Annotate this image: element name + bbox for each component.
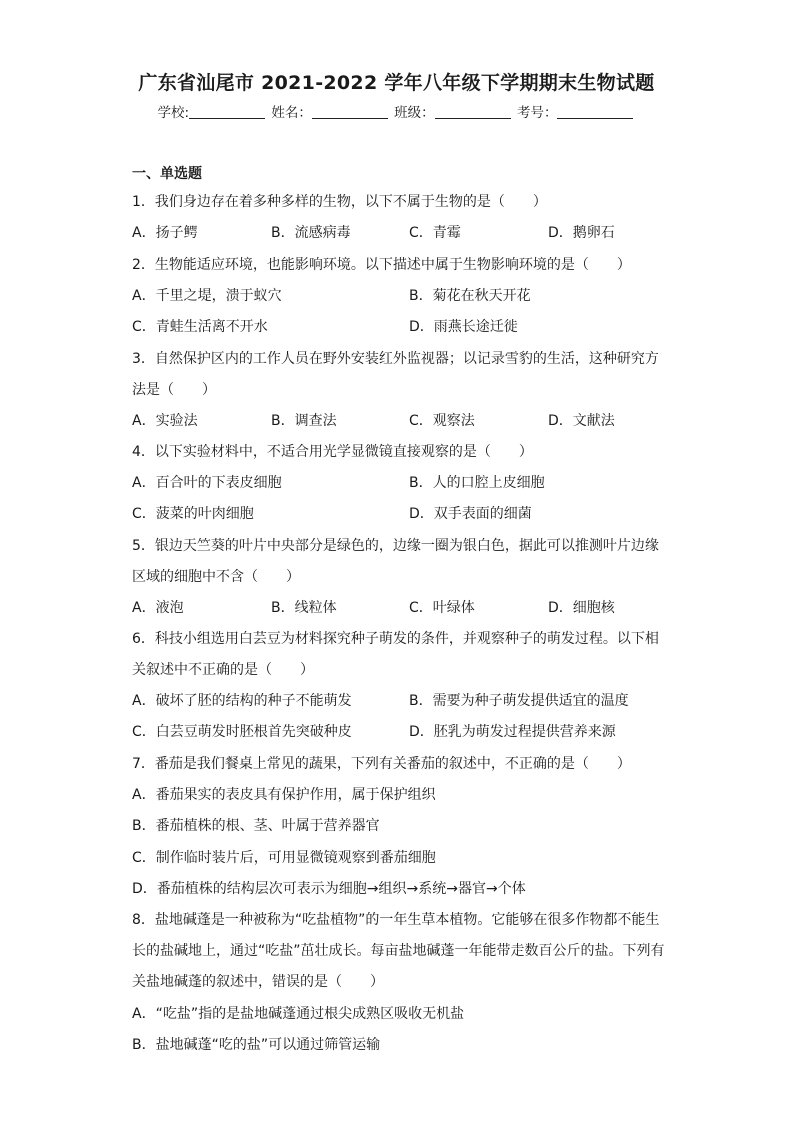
class-label: 班级： [394, 105, 435, 121]
question-4-option-a: A．百合叶的下表皮细胞 [132, 475, 282, 491]
question-6-option-a: A．破坏了胚的结构的种子不能萌发 [132, 693, 352, 709]
page-title: 广东省汕尾市 2021-2022 学年八年级下学期期末生物试题 [138, 72, 655, 94]
question-5-option-a: A．液泡 [132, 600, 184, 616]
question-3-option-b: B．调查法 [271, 413, 337, 429]
question-5-stem-line-2: 区域的细胞中不含（ ） [132, 569, 300, 585]
question-2-option-b: B．菊花在秋天开花 [409, 288, 531, 304]
name-blank [312, 104, 388, 119]
question-7-option-c: C．制作临时装片后，可用显微镜观察到番茄细胞 [132, 850, 436, 866]
question-4-option-b: B．人的口腔上皮细胞 [409, 475, 545, 491]
question-1-option-d: D．鹅卵石 [548, 225, 615, 241]
question-7-option-d: D．番茄植株的结构层次可表示为细胞→组织→系统→器官→个体 [132, 881, 526, 897]
question-4-option-d: D．双手表面的细菌 [409, 506, 532, 522]
question-6-option-d: D．胚乳为萌发过程提供营养来源 [409, 724, 616, 740]
question-4-option-c: C．菠菜的叶肉细胞 [132, 506, 254, 522]
question-2-stem: 2．生物能适应环境，也能影响环境。以下描述中属于生物影响环境的是（ ） [132, 257, 631, 273]
question-8-stem-line-1: 8．盐地碱蓬是一种被称为“吃盐植物”的一年生草本植物。它能够在很多作物都不能生 [132, 912, 660, 928]
question-8-option-a: A．“吃盐”指的是盐地碱蓬通过根尖成熟区吸收无机盐 [132, 1006, 465, 1022]
name-field [271, 101, 390, 121]
question-6-stem-line-1: 6．科技小组选用白芸豆为材料探究种子萌发的条件，并观察种子的萌发过程。以下相 [132, 631, 659, 647]
question-5-option-d: D．细胞核 [548, 600, 615, 616]
school-label: 学校: [157, 105, 190, 121]
exam-number-field [517, 101, 636, 121]
question-1-option-a: A．扬子鳄 [132, 225, 198, 241]
question-3-option-c: C．观察法 [409, 413, 475, 429]
question-8-stem-line-3: 关盐地碱蓬的叙述中，错误的是（ ） [132, 974, 384, 990]
section-heading: 一、单选题 [132, 166, 202, 182]
question-7-option-b: B．番茄植株的根、茎、叶属于营养器官 [132, 818, 380, 834]
class-field [394, 101, 513, 121]
question-7-stem: 7．番茄是我们餐桌上常见的蔬果，下列有关番茄的叙述中，不正确的是（ ） [132, 756, 631, 772]
question-1-option-b: B．流感病毒 [271, 225, 351, 241]
question-3-stem-line-2: 法是（ ） [132, 382, 216, 398]
class-blank [435, 104, 511, 119]
question-3-option-d: D．文献法 [548, 413, 615, 429]
question-6-option-c: C．白芸豆萌发时胚根首先突破种皮 [132, 724, 352, 740]
question-7-option-a: A．番茄果实的表皮具有保护作用，属于保护组织 [132, 787, 436, 803]
question-6-stem-line-2: 关叙述中不正确的是（ ） [132, 662, 314, 678]
question-5-stem-line-1: 5．银边天竺葵的叶片中央部分是绿色的，边缘一圈为银白色，据此可以推测叶片边缘 [132, 538, 659, 554]
exam-number-blank [557, 104, 633, 119]
question-4-stem: 4．以下实验材料中，不适合用光学显微镜直接观察的是（ ） [132, 444, 533, 460]
question-1-option-c: C．青霉 [409, 225, 461, 241]
question-8-option-b: B．盐地碱蓬“吃的盐”可以通过筛管运输 [132, 1037, 381, 1053]
student-info-row [0, 101, 793, 121]
question-8-stem-line-2: 长的盐碱地上，通过“吃盐”茁壮成长。每亩盐地碱蓬一年能带走数百公斤的盐。下列有 [132, 943, 665, 959]
question-3-option-a: A．实验法 [132, 413, 198, 429]
school-blank [189, 104, 265, 119]
question-5-option-c: C．叶绿体 [409, 600, 475, 616]
question-3-stem-line-1: 3．自然保护区内的工作人员在野外安装红外监视器；以记录雪豹的生活，这种研究方 [132, 351, 659, 367]
question-2-option-a: A．千里之堤，溃于蚁穴 [132, 288, 282, 304]
question-6-option-b: B．需要为种子萌发提供适宜的温度 [409, 693, 629, 709]
question-2-option-d: D．雨燕长途迁徙 [409, 319, 518, 335]
school-field [158, 101, 268, 121]
question-2-option-c: C．青蛙生活离不开水 [132, 319, 268, 335]
name-label: 姓名： [271, 105, 312, 121]
question-1-stem: 1．我们身边存在着多种多样的生物，以下不属于生物的是（ ） [132, 194, 547, 210]
question-5-option-b: B．线粒体 [271, 600, 337, 616]
exam-number-label: 考号： [516, 105, 558, 121]
